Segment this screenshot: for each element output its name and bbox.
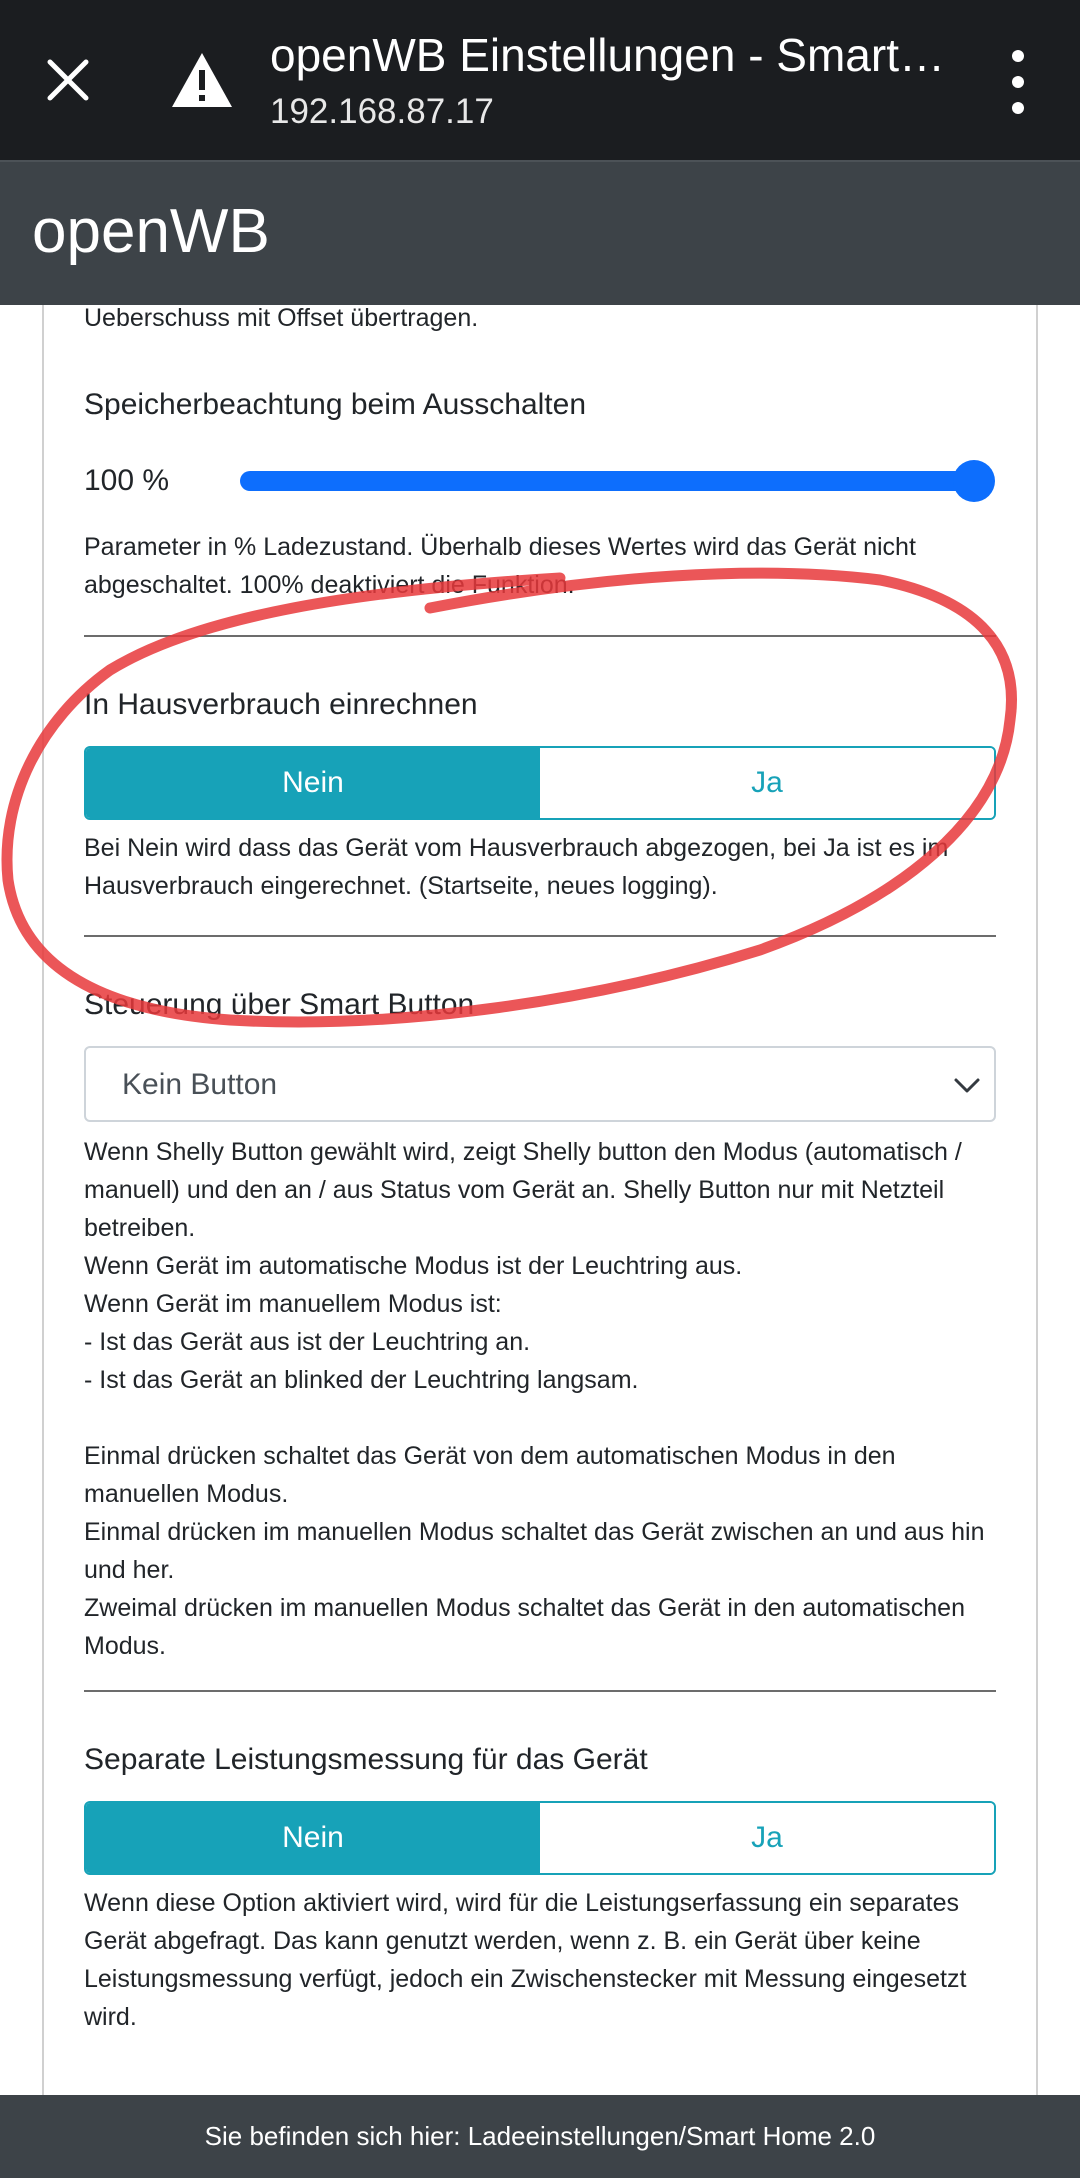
browser-toolbar bbox=[0, 0, 1080, 160]
help-line bbox=[84, 1399, 996, 1437]
help-line: Wenn Gerät im automatische Modus ist der Leuchtring aus. bbox=[84, 1252, 743, 1280]
speicher-help-1: Parameter in % Ladezustand. Überhalb dieses Wertes wird das Gerät nicht bbox=[84, 533, 916, 561]
page-title: openWB Einstellungen - Smart… bbox=[270, 29, 945, 81]
help-line: Wenn diese Option aktiviert wird, wird für die Leistungserfassung ein separates bbox=[84, 1889, 959, 1917]
speicher-value: 100 % bbox=[84, 464, 170, 497]
speicher-label: Speicherbeachtung beim Ausschalten bbox=[84, 388, 587, 421]
chevron-down-icon bbox=[950, 1068, 984, 1102]
hausverbrauch-ja-button[interactable]: Ja bbox=[540, 748, 994, 818]
leistung-label: Separate Leistungsmessung für das Gerät bbox=[84, 1743, 648, 1776]
close-icon[interactable] bbox=[34, 46, 102, 114]
help-line: - Ist das Gerät aus ist der Leuchtring an. bbox=[84, 1328, 531, 1356]
hausverbrauch-help-2: Hausverbrauch eingerechnet. (Startseite, neues logging). bbox=[84, 872, 718, 900]
divider bbox=[84, 1690, 996, 1692]
help-line: manuell) und den an / aus Status vom Gerät an. Shelly Button nur mit Netzteil bbox=[84, 1176, 945, 1204]
smartbutton-select[interactable] bbox=[84, 1046, 996, 1122]
hausverbrauch-help-1: Bei Nein wird dass das Gerät vom Hausverbrauch abgezogen, bei Ja ist es im bbox=[84, 834, 949, 862]
brand-logo[interactable]: openWB bbox=[32, 197, 270, 266]
divider bbox=[84, 935, 996, 937]
app-navbar bbox=[0, 160, 1080, 305]
help-line: Einmal drücken schaltet das Gerät von dem automatischen Modus in den bbox=[84, 1442, 896, 1470]
help-line: Wenn Shelly Button gewählt wird, zeigt Shelly button den Modus (automatisch / bbox=[84, 1138, 962, 1166]
help-line: Einmal drücken im manuellen Modus schaltet das Gerät zwischen an und aus hin bbox=[84, 1518, 985, 1546]
page-url[interactable]: 192.168.87.17 bbox=[270, 92, 494, 131]
more-vert-icon[interactable] bbox=[994, 50, 1042, 114]
leistung-ja-button[interactable]: Ja bbox=[540, 1803, 994, 1873]
speicher-slider-thumb[interactable] bbox=[953, 460, 995, 502]
help-line: - Ist das Gerät an blinked der Leuchtring langsam. bbox=[84, 1366, 639, 1394]
hausverbrauch-nein-button[interactable]: Nein bbox=[86, 748, 540, 818]
settings-content[interactable] bbox=[0, 305, 1080, 2095]
speicher-help-2: abgeschaltet. 100% deaktiviert die Funktion. bbox=[84, 571, 575, 599]
help-line: wird. bbox=[84, 2003, 137, 2031]
leistung-help bbox=[84, 1884, 996, 2036]
leistung-toggle bbox=[84, 1801, 996, 1875]
breadcrumb-footer: Sie befinden sich hier: Ladeeinstellungen/Smart Home 2.0 bbox=[0, 2095, 1080, 2178]
smartbutton-help bbox=[84, 1133, 996, 1665]
hausverbrauch-label: In Hausverbrauch einrechnen bbox=[84, 688, 478, 721]
help-line: und her. bbox=[84, 1556, 175, 1584]
help-line: betreiben. bbox=[84, 1214, 196, 1242]
help-line: Wenn Gerät im manuellem Modus ist: bbox=[84, 1290, 502, 1318]
help-line: Zweimal drücken im manuellen Modus schaltet das Gerät in den automatischen bbox=[84, 1594, 965, 1622]
help-line: Gerät abgefragt. Das kann genutzt werden, wenn z. B. ein Gerät über keine bbox=[84, 1927, 921, 1955]
smartbutton-label: Steuerung über Smart Button bbox=[84, 988, 475, 1021]
help-line: manuellen Modus. bbox=[84, 1480, 289, 1508]
smartbutton-select-value: Kein Button bbox=[122, 1068, 278, 1101]
warning-icon[interactable] bbox=[170, 50, 234, 110]
leistung-nein-button[interactable]: Nein bbox=[86, 1803, 540, 1873]
divider bbox=[84, 635, 996, 637]
help-line: Modus. bbox=[84, 1632, 166, 1660]
help-text-fragment: Ueberschuss mit Offset übertragen. bbox=[84, 305, 479, 332]
hausverbrauch-toggle bbox=[84, 746, 996, 820]
speicher-slider-track[interactable] bbox=[240, 471, 990, 491]
help-line: Leistungsmessung verfügt, jedoch ein Zwischenstecker mit Messung eingesetzt bbox=[84, 1965, 967, 1993]
